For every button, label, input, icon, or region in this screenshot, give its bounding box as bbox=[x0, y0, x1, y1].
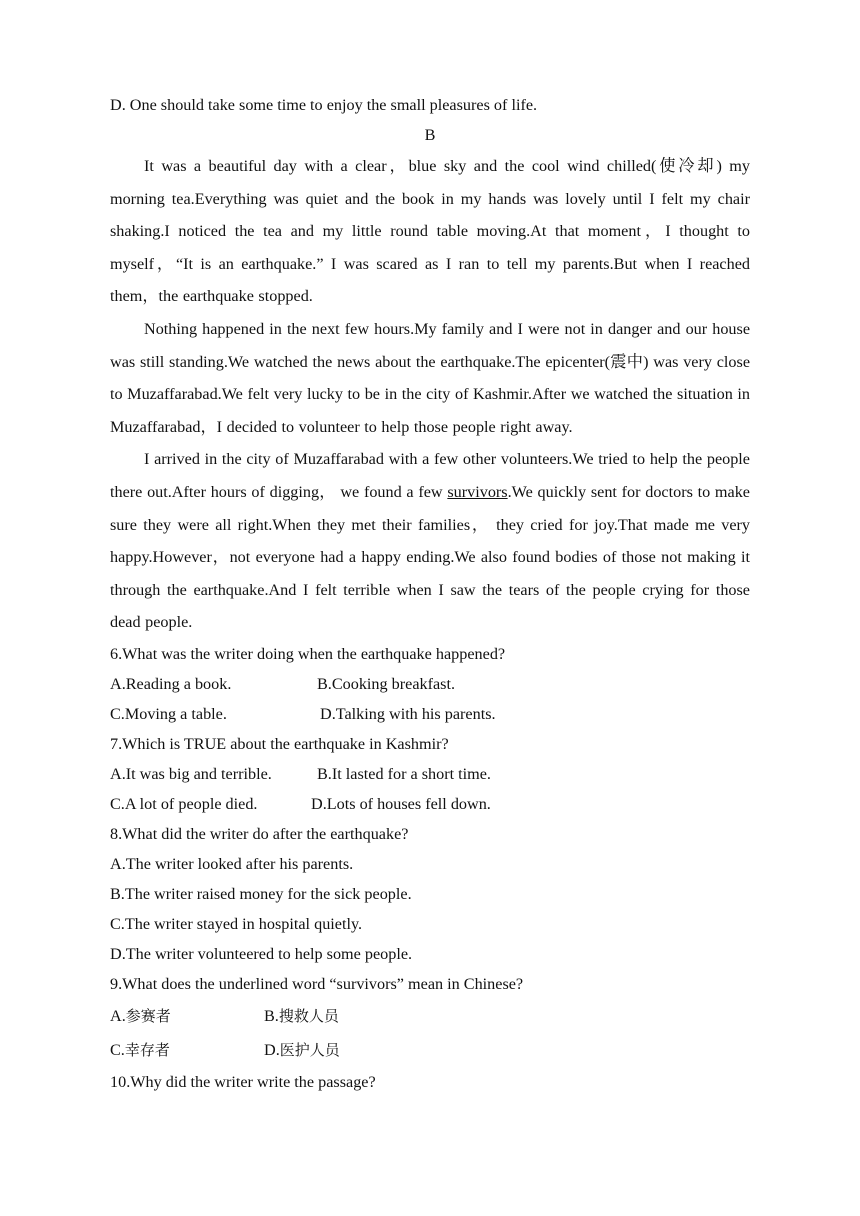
option-row bbox=[110, 789, 750, 819]
question-stem: 6.What was the writer doing when the earthquake happened? bbox=[110, 644, 506, 663]
underlined-word: survivors bbox=[447, 482, 508, 501]
option-row bbox=[110, 699, 750, 729]
option-d-text: 医护人员 bbox=[279, 1040, 340, 1059]
passage-paragraph-1: It was a beautiful day with a clear，blue sky and the cool wind chilled(使冷却) my morning tea.Everything was quiet and the book in my hands was lovely until I felt my chair shaking.I noticed the tea and my little round table moving.At that moment，I thought to myself，“It is an earthquake.” I was scared as I ran to tell my parents.But when I reached them，the earthquake stopped. bbox=[110, 157, 750, 306]
option-b: B.Cooking breakfast. bbox=[317, 674, 456, 693]
option-d-label: D. bbox=[264, 1040, 280, 1059]
reading-passage bbox=[110, 150, 750, 639]
question-stem: 9.What does the underlined word “survivors” mean in Chinese? bbox=[110, 974, 524, 993]
option-b-text: 搜救人员 bbox=[278, 1006, 339, 1025]
option-c-text: 幸存者 bbox=[124, 1040, 170, 1059]
option-c bbox=[110, 1033, 264, 1067]
option-a-text: 参赛者 bbox=[125, 1006, 171, 1025]
option-c: C.Moving a table. bbox=[110, 704, 227, 723]
passage-paragraph-3-end: .We quickly sent for doctors to make sure they were all right.When they met their families， they cried for joy.That made me very happy.However，not everyone had a happy ending.We also found bodies of those not making it through the earthquake.And I felt terrible when I saw the tears of the people crying for those dead people. bbox=[110, 482, 750, 632]
option-c: C.A lot of people died. bbox=[110, 794, 258, 813]
option-b: B.The writer raised money for the sick people. bbox=[110, 884, 412, 903]
option-row bbox=[110, 669, 750, 699]
passage-paragraph-2: Nothing happened in the next few hours.My family and I were not in danger and our house was still standing.We watched the news about the earthquake.The epicenter(震中) was very close to Muzaffarabad.We felt very lucky to be in the city of Kashmir.After we watched the situation in Muzaffarabad，I decided to volunteer to help those people right away. bbox=[110, 319, 750, 436]
question-7 bbox=[110, 729, 750, 819]
previous-question-option-d: D. One should take some time to enjoy the small pleasures of life. bbox=[110, 96, 538, 114]
option-b bbox=[264, 999, 339, 1033]
question-9 bbox=[110, 969, 750, 1067]
option-a: A.Reading a book. bbox=[110, 674, 232, 693]
option-row bbox=[110, 1033, 750, 1067]
section-label: B bbox=[424, 126, 436, 144]
option-c: C.The writer stayed in hospital quietly. bbox=[110, 914, 363, 933]
option-row bbox=[110, 759, 750, 789]
option-a-label: A. bbox=[110, 1006, 126, 1025]
question-8 bbox=[110, 819, 750, 969]
option-d: D.The writer volunteered to help some people. bbox=[110, 944, 413, 963]
question-stem: 10.Why did the writer write the passage? bbox=[110, 1072, 376, 1091]
question-stem: 8.What did the writer do after the earthquake? bbox=[110, 824, 409, 843]
option-c-label: C. bbox=[110, 1040, 125, 1059]
option-b: B.It lasted for a short time. bbox=[317, 764, 491, 783]
option-a bbox=[110, 999, 264, 1033]
option-row bbox=[110, 999, 750, 1033]
question-6 bbox=[110, 639, 750, 729]
document-content bbox=[110, 90, 750, 1097]
option-d: D.Lots of houses fell down. bbox=[311, 794, 491, 813]
question-10 bbox=[110, 1067, 750, 1097]
option-d bbox=[264, 1033, 340, 1067]
passage-paragraph-3 bbox=[110, 443, 750, 639]
passage-paragraph-3-start: I arrived in the city of Muzaffarabad with a few other volunteers.We tried to help the people there out.After hours of digging， we found a few bbox=[110, 450, 750, 501]
option-a: A.It was big and terrible. bbox=[110, 764, 272, 783]
question-stem: 7.Which is TRUE about the earthquake in Kashmir? bbox=[110, 734, 449, 753]
option-a: A.The writer looked after his parents. bbox=[110, 854, 354, 873]
option-d: D.Talking with his parents. bbox=[320, 704, 496, 723]
option-b-label: B. bbox=[264, 1006, 279, 1025]
